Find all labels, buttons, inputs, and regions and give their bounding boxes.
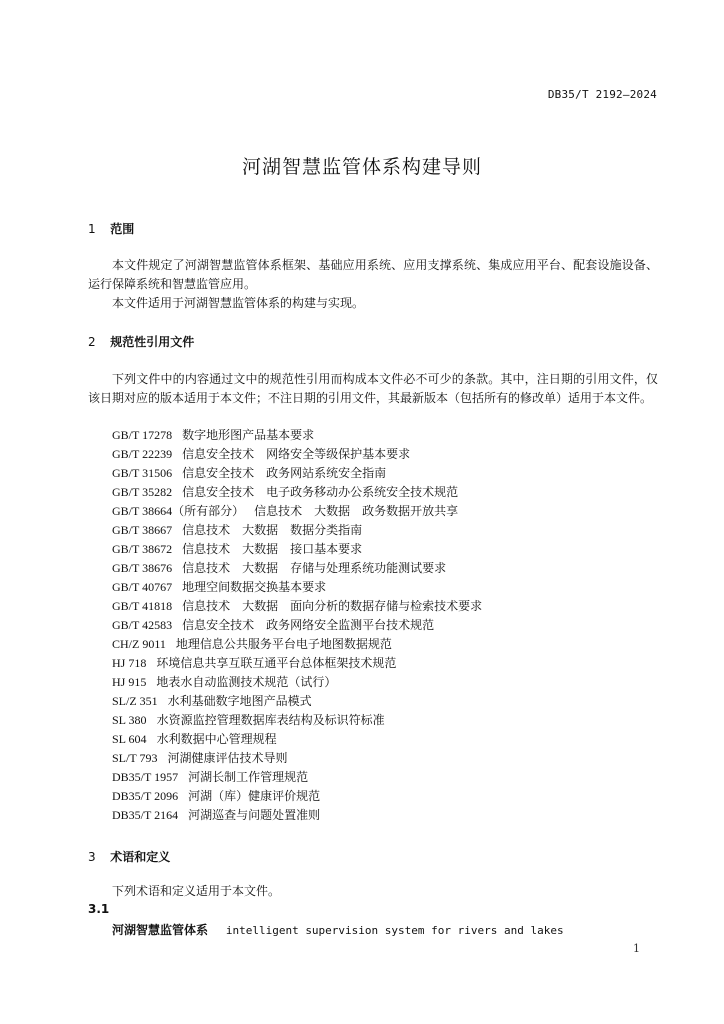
reference-item bbox=[112, 749, 652, 768]
section-2-intro: 下列文件中的内容通过文中的规范性引用而构成本文件必不可少的条款。其中，注日期的引用文件，仅该日期对应的版本适用于本文件；不注日期的引用文件，其最新版本（包括所有的修改单）适用于本文件。 bbox=[88, 372, 658, 405]
document-code: DB35/T 2192—2024 bbox=[547, 88, 657, 101]
reference-item bbox=[112, 730, 652, 749]
reference-code: GB/T 31506 bbox=[112, 466, 173, 480]
reference-code: SL/T 793 bbox=[112, 751, 158, 765]
reference-title: 信息安全技术 政务网络安全监测平台技术规范 bbox=[182, 618, 435, 632]
reference-item bbox=[112, 578, 652, 597]
reference-item bbox=[112, 464, 652, 483]
reference-title: 信息安全技术 政务网站系统安全指南 bbox=[182, 466, 387, 480]
reference-title: 信息技术 大数据 存储与处理系统功能测试要求 bbox=[182, 561, 447, 575]
section-3-title: 术语和定义 bbox=[110, 850, 171, 864]
reference-code: HJ 915 bbox=[112, 675, 147, 689]
reference-list bbox=[112, 426, 652, 825]
reference-item bbox=[112, 540, 652, 559]
section-1-title: 范围 bbox=[110, 222, 135, 236]
reference-item bbox=[112, 768, 652, 787]
reference-title: 信息安全技术 网络安全等级保护基本要求 bbox=[182, 447, 411, 461]
term-english: intelligent supervision system for rivers and lakes bbox=[225, 924, 564, 937]
reference-code: DB35/T 1957 bbox=[112, 770, 179, 784]
document-title: 河湖智慧监管体系构建导则 bbox=[241, 156, 482, 178]
reference-code: HJ 718 bbox=[112, 656, 147, 670]
reference-title: 河湖（库）健康评价规范 bbox=[188, 789, 321, 803]
reference-code: SL 604 bbox=[112, 732, 147, 746]
section-1-paragraph-2: 本文件适用于河湖智慧监管体系的构建与实现。 bbox=[112, 296, 365, 310]
reference-title: 水资源监控管理数据库表结构及标识符标准 bbox=[156, 713, 385, 727]
reference-item bbox=[112, 711, 652, 730]
reference-code: SL 380 bbox=[112, 713, 147, 727]
reference-code: GB/T 38672 bbox=[112, 542, 173, 556]
section-2-number: 2 bbox=[88, 335, 96, 349]
reference-item bbox=[112, 559, 652, 578]
term-number: 3.1 bbox=[88, 902, 110, 916]
reference-code: DB35/T 2096 bbox=[112, 789, 179, 803]
reference-title: 地理信息公共服务平台电子地图数据规范 bbox=[175, 637, 392, 651]
reference-item bbox=[112, 502, 652, 521]
reference-item bbox=[112, 692, 652, 711]
section-1-paragraph-1: 本文件规定了河湖智慧监管体系框架、基础应用系统、应用支撑系统、集成应用平台、配套设施设备、运行保障系统和智慧监管应用。 bbox=[88, 258, 658, 291]
reference-code: GB/T 22239 bbox=[112, 447, 173, 461]
reference-code: GB/T 38664（所有部分） bbox=[112, 504, 245, 518]
reference-code: GB/T 41818 bbox=[112, 599, 173, 613]
reference-item bbox=[112, 806, 652, 825]
page-number: 1 bbox=[633, 942, 640, 955]
reference-title: 地表水自动监测技术规范（试行） bbox=[156, 675, 337, 689]
section-3-heading bbox=[88, 848, 170, 865]
reference-item bbox=[112, 445, 652, 464]
reference-code: DB35/T 2164 bbox=[112, 808, 179, 822]
section-2-heading bbox=[88, 333, 194, 350]
reference-title: 地理空间数据交换基本要求 bbox=[182, 580, 327, 594]
reference-title: 信息技术 大数据 面向分析的数据存储与检索技术要求 bbox=[182, 599, 483, 613]
reference-title: 环境信息共享互联互通平台总体框架技术规范 bbox=[156, 656, 397, 670]
section-3-intro: 下列术语和定义适用于本文件。 bbox=[112, 884, 281, 898]
reference-code: GB/T 17278 bbox=[112, 428, 173, 442]
reference-title: 信息技术 大数据 政务数据开放共享 bbox=[254, 504, 459, 518]
reference-title: 河湖健康评估技术导则 bbox=[167, 751, 288, 765]
reference-title: 河湖长制工作管理规范 bbox=[188, 770, 309, 784]
reference-code: GB/T 42583 bbox=[112, 618, 173, 632]
reference-code: GB/T 40767 bbox=[112, 580, 173, 594]
section-3-number: 3 bbox=[88, 850, 96, 864]
reference-code: GB/T 38667 bbox=[112, 523, 173, 537]
term-chinese: 河湖智慧监管体系 bbox=[112, 923, 209, 937]
reference-item bbox=[112, 616, 652, 635]
reference-item bbox=[112, 673, 652, 692]
reference-title: 信息技术 大数据 数据分类指南 bbox=[182, 523, 363, 537]
reference-code: GB/T 35282 bbox=[112, 485, 173, 499]
reference-item bbox=[112, 654, 652, 673]
reference-item bbox=[112, 787, 652, 806]
section-1-heading bbox=[88, 220, 134, 237]
reference-title: 水利基础数字地图产品模式 bbox=[167, 694, 312, 708]
reference-title: 水利数据中心管理规程 bbox=[156, 732, 277, 746]
reference-title: 数字地形图产品基本要求 bbox=[182, 428, 315, 442]
reference-code: SL/Z 351 bbox=[112, 694, 158, 708]
reference-item bbox=[112, 597, 652, 616]
section-2-title: 规范性引用文件 bbox=[110, 335, 195, 349]
reference-title: 信息安全技术 电子政务移动办公系统安全技术规范 bbox=[182, 485, 459, 499]
reference-item bbox=[112, 483, 652, 502]
reference-item bbox=[112, 521, 652, 540]
reference-code: CH/Z 9011 bbox=[112, 637, 166, 651]
reference-title: 信息技术 大数据 接口基本要求 bbox=[182, 542, 363, 556]
term-entry bbox=[112, 921, 564, 938]
reference-item bbox=[112, 426, 652, 445]
reference-code: GB/T 38676 bbox=[112, 561, 173, 575]
section-1-number: 1 bbox=[88, 222, 96, 236]
reference-title: 河湖巡查与问题处置准则 bbox=[188, 808, 321, 822]
reference-item bbox=[112, 635, 652, 654]
